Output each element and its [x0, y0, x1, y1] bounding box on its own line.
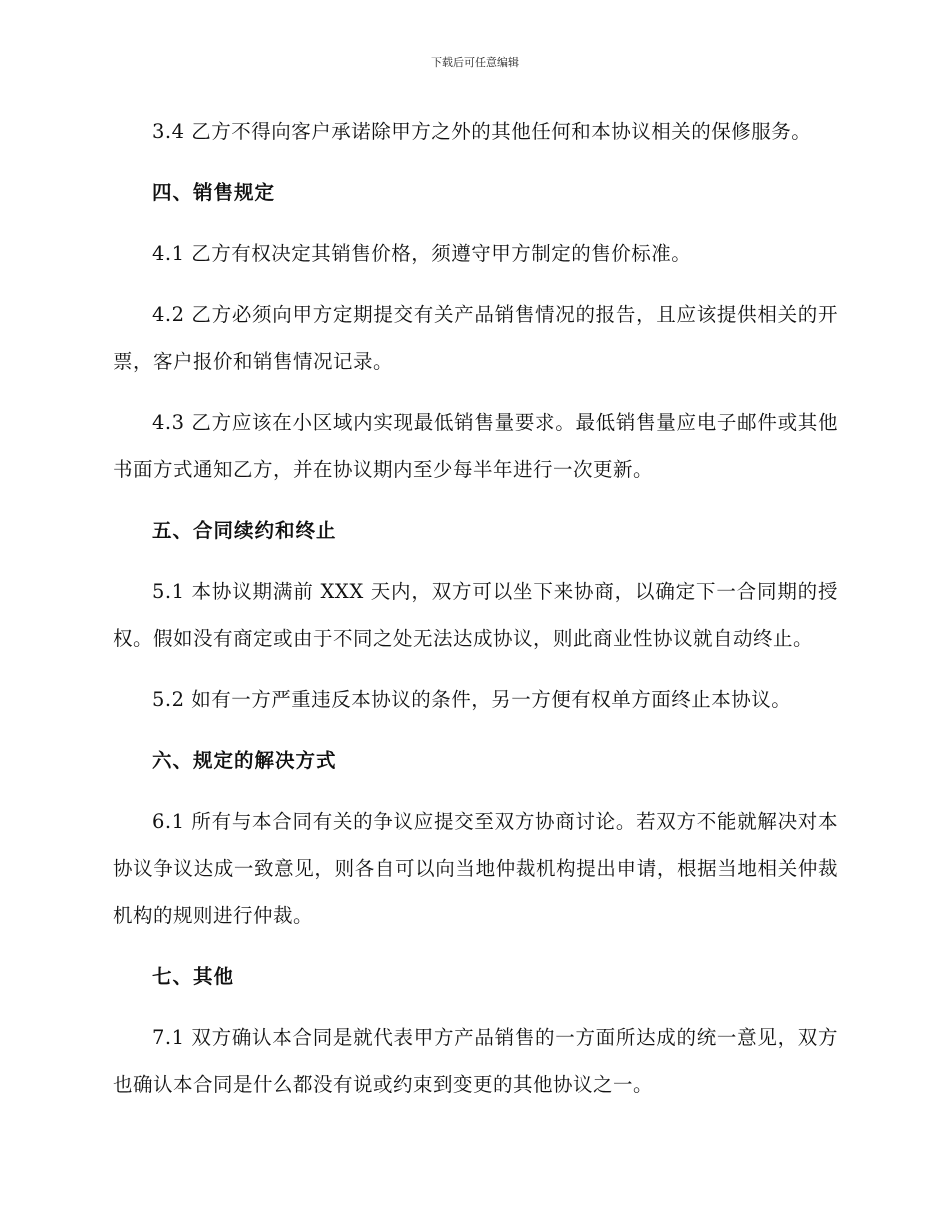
clause-5-2: 5.2 如有一方严重违反本协议的条件，另一方便有权单方面终止本协议。: [152, 688, 792, 711]
section-heading-dispute: 六、规定的解决方式: [152, 749, 337, 772]
section-heading-sales: 四、销售规定: [152, 181, 276, 204]
section-heading-other: 七、其他: [152, 965, 235, 988]
document-body: [113, 108, 838, 1122]
clause-7-1: 7.1 双方确认本合同是就代表甲方产品销售的一方面所达成的统一意见，双方也确认本合同是什么都没有说或约束到变更的其他协议之一。: [113, 1026, 838, 1096]
clause-4-2: 4.2 乙方必须向甲方定期提交有关产品销售情况的报告，且应该提供相关的开票，客户报价和销售情况记录。: [113, 303, 838, 373]
page-header: 下载后可任意编辑: [431, 56, 519, 69]
clause-3-4: 3.4 乙方不得向客户承诺除甲方之外的其他任何和本协议相关的保修服务。: [152, 120, 812, 143]
clause-6-1: 6.1 所有与本合同有关的争议应提交至双方协商讨论。若双方不能就解决对本协议争议达成一致意见，则各自可以向当地仲裁机构提出申请，根据当地相关仲裁机构的规则进行仲裁。: [113, 810, 838, 927]
clause-4-3: 4.3 乙方应该在小区域内实现最低销售量要求。最低销售量应电子邮件或其他书面方式通知乙方，并在协议期内至少每半年进行一次更新。: [113, 411, 838, 481]
section-heading-renewal: 五、合同续约和终止: [152, 519, 337, 542]
clause-4-1: 4.1 乙方有权决定其销售价格，须遵守甲方制定的售价标准。: [152, 242, 692, 265]
clause-5-1: 5.1 本协议期满前 XXX 天内，双方可以坐下来协商，以确定下一合同期的授权。假如没有商定或由于不同之处无法达成协议，则此商业性协议就自动终止。: [113, 580, 838, 650]
